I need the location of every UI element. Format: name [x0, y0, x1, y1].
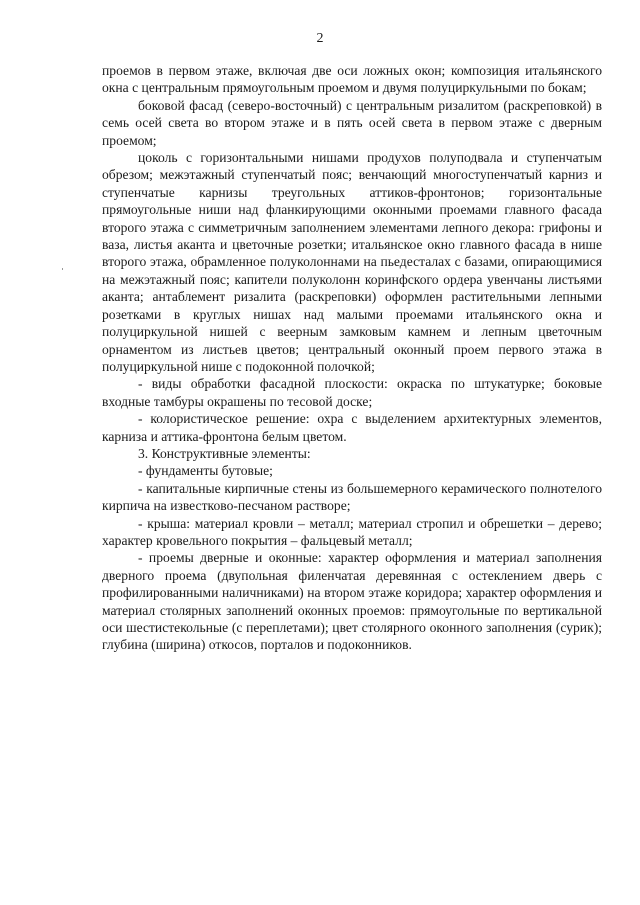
page-number: 2: [316, 31, 324, 46]
scan-artifact: [62, 268, 63, 270]
list-item-roof: - крыша: материал кровли – металл; материал стропил и обрешетки – дерево; характер кровельного покрытия – фальцевый металл;: [102, 515, 602, 548]
section-heading-structural: 3. Конструктивные элементы:: [138, 445, 311, 461]
list-item-openings: - проемы дверные и оконные: характер оформления и материал заполнения дверного проема (двупольная филенчатая деревянная с остеклением дверь с профилированными наличниками) на втором этаже коридора; характер оформления и материал столярных заполнений оконных проемов: прямоугольные по вертикальной оси шестистекольные (с переплетами); цвет столярного оконного заполнения (сурик); глубина (ширина) откосов, порталов и подоконников.: [102, 550, 602, 653]
list-item-walls: - капитальные кирпичные стены из большемерного керамического полнотелого кирпича на известково-песчаном растворе;: [102, 480, 602, 514]
document-body: [102, 62, 602, 654]
list-item-foundations: - фундаменты бутовые;: [138, 463, 273, 479]
paragraph-color-solution: - колористическое решение: охра с выделением архитектурных элементов, карниза и аттика-фронтона белым цветом.: [102, 411, 602, 444]
paragraph-facade-finish: - виды обработки фасадной плоскости: окраска по штукатурке; боковые входные тамбуры окрашены по тесовой доске;: [102, 376, 602, 409]
paragraph-side-facade: боковой фасад (северо-восточный) с центральным ризалитом (раскреповкой) в семь осей света во втором этаже и в пять осей света в первом этаже с дверным проемом;: [102, 97, 602, 148]
paragraph-windows-first-floor: проемов в первом этаже, включая две оси ложных окон; композиция итальянского окна с центральным прямоугольным проемом и двумя полуциркульными по бокам;: [102, 63, 602, 96]
paragraph-plinth-and-decor: цоколь с горизонтальными нишами продухов полуподвала и ступенчатым обрезом; межэтажный ступенчатый пояс; венчающий многоступенчатый карниз и ступенчатые карнизы треугольных аттиков-фронтонов; горизонтальные прямоугольные ниши над фланкирующими оконными проемами главного фасада второго этажа с симметричным заполнением элементами лепного декора: грифоны и ваза, листья аканта и цветочные розетки; итальянское окно главного фасада в нише второго этажа, обрамленное полуколоннами на пьедесталах с базами, опирающимися на межэтажный пояс; капители полуколонн коринфского ордера увенчаны листьями аканта; антаблемент ризалита (раскреповки) оформлен растительными лепными розетками в круглых нишах над малыми проемами итальянского окна и полуциркульной нишей с веерным замковым камнем и лепным цветочным орнаментом из листьев цветов; центральный оконный проем первого этажа в полуциркульной нише с подоконной полочкой;: [102, 150, 602, 374]
